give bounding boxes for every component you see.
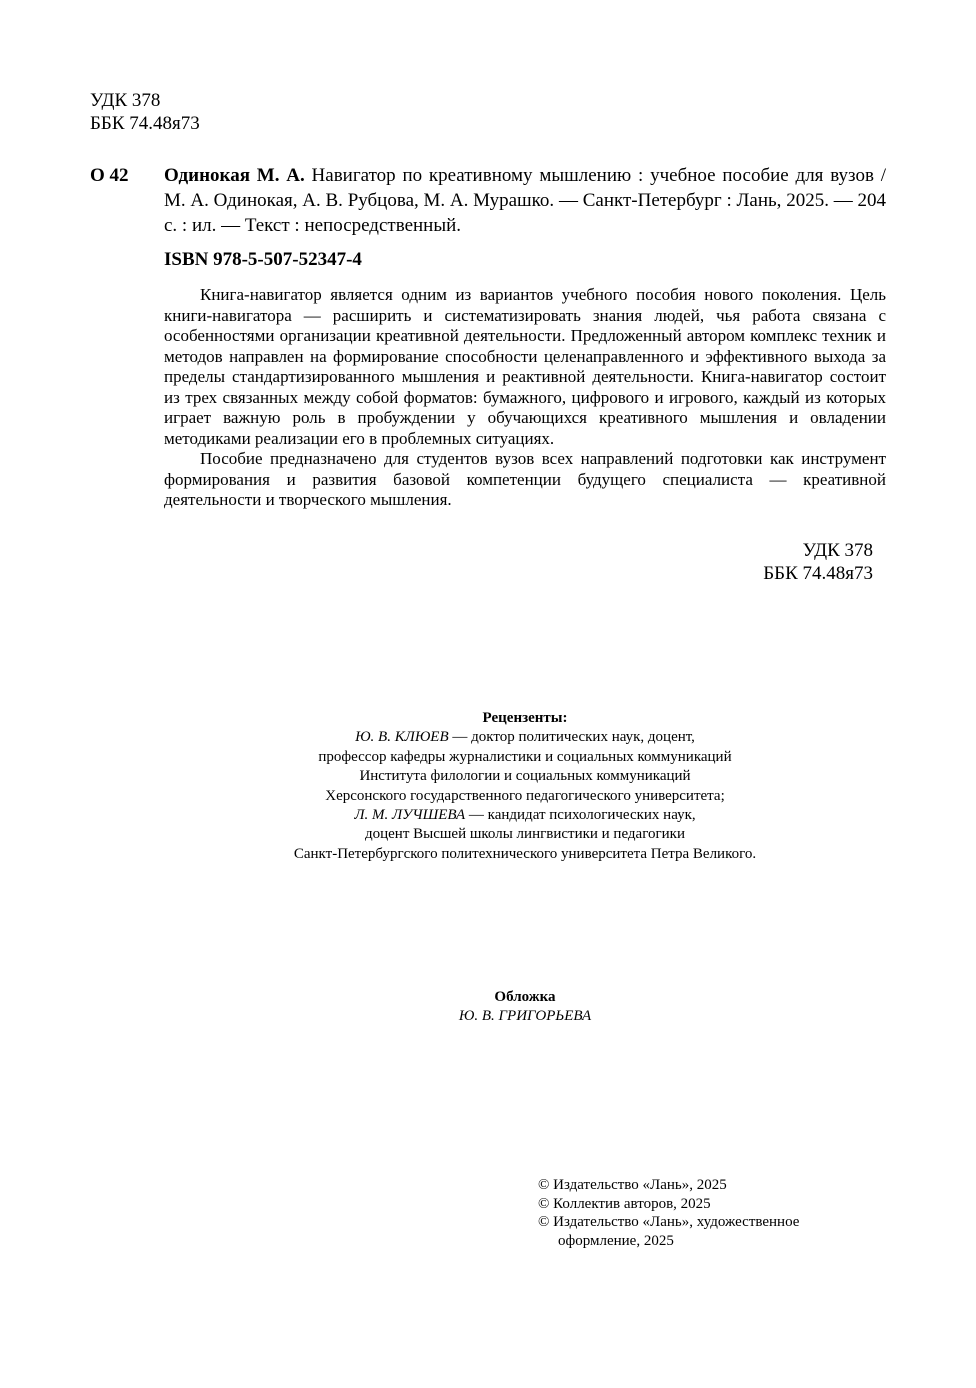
bbk-code-right: ББК 74.48я73 [763,563,873,584]
copyright-line-2: © Коллектив авторов, 2025 [538,1195,711,1212]
reviewers-block [200,709,850,864]
reviewer-1-institute: Института филологии и социальных коммуникаций [359,768,691,785]
cover-credit [300,988,750,1026]
reviewer-2 [200,806,850,825]
bibliographic-description: Навигатор по креативному мышлению : учебное пособие для вузов / М. А. Одинокая, А. В. Рубцова, М. А. Мурашко. — Санкт-Петербург : Лань, 2025. — 204 с. : ил. — Текст : непосредственный. [164,165,886,236]
copyright-line-4: оформление, 2025 [558,1232,674,1249]
isbn: ISBN 978-5-507-52347-4 [164,249,362,270]
reviewer-1-university: Херсонского государственного педагогического университета; [325,787,725,804]
annotation [164,285,886,511]
reviewer-2-name: Л. М. ЛУЧШЕВА [354,807,466,824]
copyright-block [538,1176,858,1250]
author-sign: О 42 [90,165,129,186]
annotation-paragraph-2: Пособие предназначено для студентов вузов всех направлений подготовки как инструмент формирования и развития базовой компетенции будущего специалиста — креативной деятельности и творческого мышления. [164,449,886,509]
udk-code-right: УДК 378 [802,540,873,561]
copyright-line-3: © Издательство «Лань», художественное [538,1214,800,1230]
classification-right [700,539,873,585]
reviewers-heading: Рецензенты: [482,710,568,726]
cover-designer: Ю. В. ГРИГОРЬЕВА [458,1008,592,1024]
bbk-code: ББК 74.48я73 [90,113,200,134]
reviewer-1-title: — доктор политических наук, доцент, [448,729,695,746]
udk-code: УДК 378 [90,90,161,111]
classification-top [90,89,200,135]
bibliographic-record [164,163,886,238]
author-name: Одинокая М. А. [164,165,305,186]
reviewer-2-position: доцент Высшей школы лингвистики и педагогики [364,826,685,843]
reviewer-2-university: Санкт-Петербургского политехнического университета Петра Великого. [293,845,757,862]
reviewer-1-position: профессор кафедры журналистики и социальных коммуникаций [318,748,732,765]
reviewer-1-name: Ю. В. КЛЮЕВ [355,729,449,746]
cover-heading: Обложка [494,989,556,1005]
reviewer-2-title: — кандидат психологических наук, [465,807,696,824]
annotation-paragraph-1: Книга-навигатор является одним из вариантов учебного пособия нового поколения. Цель книги-навигатора — расширить и систематизировать знания людей, чья работа связана с особенностями организации креативной деятельности. Предложенный автором комплекс техник и методов направлен на формирование способности целенаправленного и эффективного выхода за пределы стандартизированного мышления и реактивной деятельности. Книга-навигатор состоит из трех связанных между собой форматов: бумажного, цифрового и игрового, каждый из которых играет важную роль в пробуждении у обучающихся креативного мышления и овладении методиками реализации его в проблемных ситуациях. [164,285,886,448]
copyright-line-1: © Издательство «Лань», 2025 [538,1177,727,1193]
reviewer-1 [200,728,850,747]
